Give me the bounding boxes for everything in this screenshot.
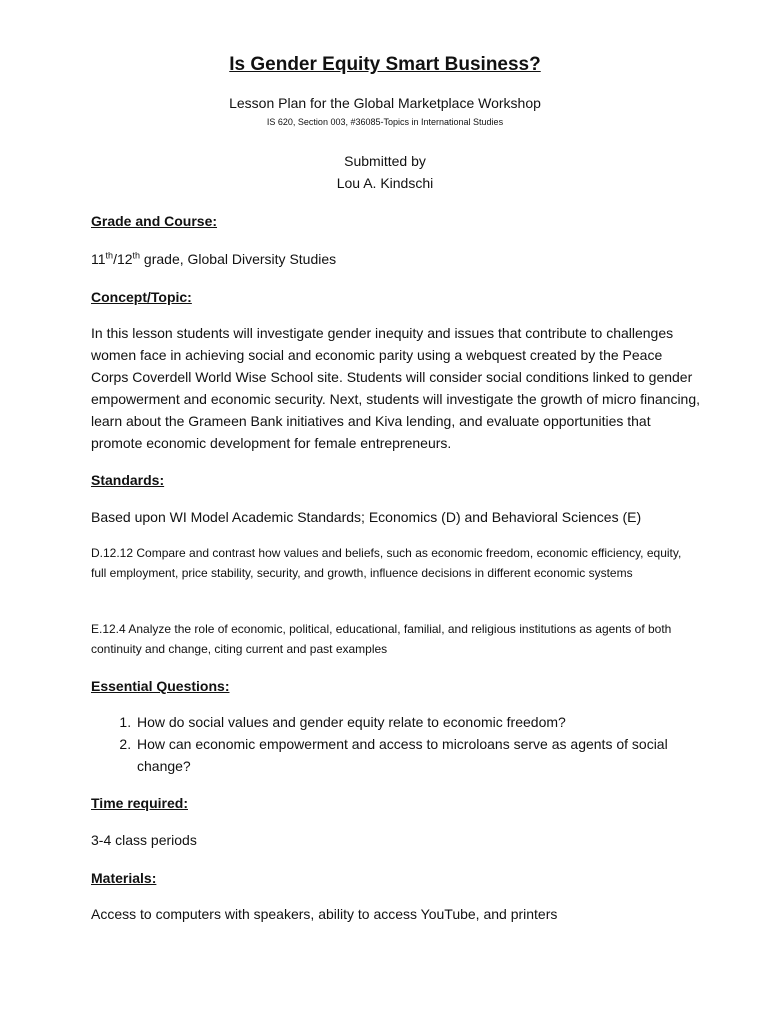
materials-text: Access to computers with speakers, ability to access YouTube, and printers — [91, 906, 558, 922]
grade-number-11: 11 — [91, 251, 106, 267]
page-title: Is Gender Equity Smart Business? — [229, 54, 541, 75]
list-item: 1. How do social values and gender equity relate to economic freedom? — [135, 711, 715, 733]
standards-heading: Standards: — [91, 472, 165, 488]
concept-paragraph: In this lesson students will investigate gender inequity and issues that contribute to challenges women face in achieving social and economic parity using a webquest created by the Peace Corps Coverdell World Wise School site. Students will consider social conditions linked to gender empowerment and economic security. Next, students will investigate the growth of micro financing, learn about the Grameen Bank initiatives and Kiva lending, and evaluate opportunities that promote economic development for female entrepreneurs. — [91, 325, 701, 451]
author-name: Lou A. Kindschi — [336, 175, 434, 191]
essential-questions-list — [91, 711, 715, 777]
submitted-by-label: Submitted by — [344, 153, 426, 169]
materials-heading: Materials: — [91, 870, 157, 886]
standards-intro: Based upon WI Model Academic Standards; Economics (D) and Behavioral Sciences (E) — [91, 509, 642, 525]
grade-text — [91, 251, 336, 267]
grade-description: grade, Global Diversity Studies — [140, 251, 337, 267]
time-text: 3-4 class periods — [91, 832, 197, 848]
grade-superscript-2: th — [132, 250, 141, 261]
grade-number-12: /12 — [113, 251, 133, 267]
concept-heading: Concept/Topic: — [91, 289, 192, 305]
course-line: IS 620, Section 003, #36085-Topics in International Studies — [266, 117, 504, 127]
grade-heading: Grade and Course: — [91, 213, 218, 229]
questions-heading: Essential Questions: — [91, 678, 230, 694]
standard-e-12-4: E.12.4 Analyze the role of economic, political, educational, familial, and religious institutions as agents of both continuity and change, citing current and past examples — [91, 622, 672, 656]
subtitle: Lesson Plan for the Global Marketplace Workshop — [229, 95, 541, 111]
grade-superscript-1: th — [105, 250, 114, 261]
standard-d-12-12: D.12.12 Compare and contrast how values and beliefs, such as economic freedom, economic efficiency, equity, full employment, price stability, security, and growth, influence decisions in different economic systems — [91, 546, 682, 580]
list-item: 2. How can economic empowerment and access to microloans serve as agents of social change? — [135, 733, 715, 777]
time-heading: Time required: — [91, 795, 188, 811]
